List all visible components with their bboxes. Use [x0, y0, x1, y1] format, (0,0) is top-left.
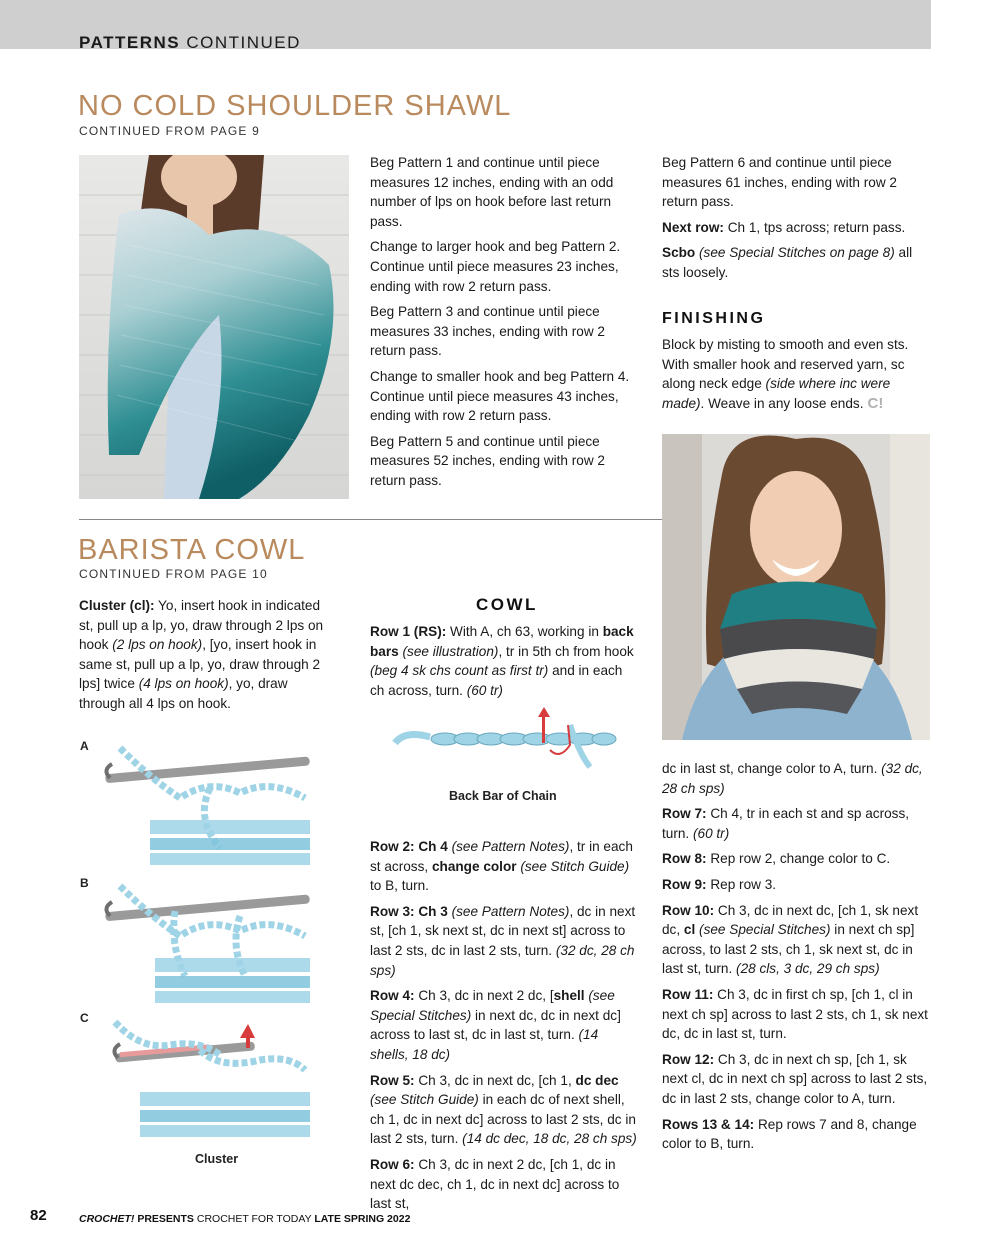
diagram-step-c	[114, 1022, 310, 1137]
row10: Row 10: Ch 3, dc in next dc, [ch 1, sk next dc, cl (see Special Stitches) in next ch sp] across, to last 2 sts, ch 1, sk next st, dc in last st, turn. (28 cls, 3 dc, 29 ch sps)	[662, 902, 919, 977]
diagram-label-a: A	[80, 739, 89, 753]
shawl-title: NO COLD SHOULDER SHAWL	[78, 90, 512, 122]
cluster-caption: Cluster	[195, 1152, 239, 1166]
page-number: 82	[30, 1207, 47, 1224]
row4: Row 4: Ch 3, dc in next 2 dc, [shell (see Special Stitches) in next dc, dc in next dc] across to last st, dc in last st, turn. (14 shells, 18 dc)	[370, 988, 621, 1062]
shawl-middle-column	[370, 153, 640, 497]
shawl-mid-p4: Change to smaller hook and beg Pattern 4. Continue until piece measures 43 inches, ending with row 2 return pass.	[370, 368, 630, 424]
row7: Row 7: Ch 4, tr in each st and sp across, turn. (60 tr)	[662, 806, 910, 841]
diagram-label-c: C	[80, 1011, 89, 1025]
row6-cont: dc in last st, change color to A, turn. (32 dc, 28 ch sps)	[662, 761, 923, 796]
cowl-title: BARISTA COWL	[78, 534, 306, 566]
row2: Row 2: Ch 4 (see Pattern Notes), tr in each st across, change color (see Stitch Guide) to B, turn.	[370, 839, 633, 894]
finishing-text: Block by misting to smooth and even sts. With smaller hook and reserved yarn, sc along neck edge (side where inc were made). Weave in any loose ends. C!	[662, 337, 909, 412]
shawl-mid-p5: Beg Pattern 5 and continue until piece measures 52 inches, ending with row 2 return pass.	[370, 433, 605, 488]
section-divider	[79, 519, 664, 520]
shawl-right-column	[662, 153, 932, 289]
row11: Row 11: Ch 3, dc in first ch sp, [ch 1, cl in next ch sp] across to last 2 sts, ch 1, sk next dc, dc in last st, turn.	[662, 986, 928, 1042]
end-mark: C!	[867, 394, 884, 412]
finishing-heading: FINISHING	[662, 310, 766, 327]
chain-caption: Back Bar of Chain	[449, 789, 557, 803]
row3: Row 3: Ch 3 (see Pattern Notes), dc in next st, [ch 1, sk next st, dc in next st] across to last 2 sts, dc in last 2 sts, turn. (32 dc, 28 ch sps)	[370, 903, 636, 978]
diagram-label-b: B	[80, 876, 89, 890]
shawl-mid-p2: Change to larger hook and beg Pattern 2. Continue until piece measures 23 inches, ending with row 2 return pass.	[370, 239, 621, 294]
section-label-bold: PATTERNS	[79, 33, 181, 52]
footer-credit: CROCHET! PRESENTS CROCHET FOR TODAY LATE SPRING 2022	[79, 1213, 411, 1225]
diagram-step-b	[105, 886, 310, 1003]
shawl-mid-p1: Beg Pattern 1 and continue until piece measures 12 inches, ending with an odd number of lps on hook before last return pass.	[370, 155, 614, 229]
cluster-diagram	[100, 738, 312, 1148]
shawl-right-p1: Beg Pattern 6 and continue until piece measures 61 inches, ending with row 2 return pass.	[662, 155, 897, 210]
cowl-right-rows	[662, 759, 934, 1160]
cowl-middle-rows	[370, 837, 638, 1220]
row6: Row 6: Ch 3, dc in next 2 dc, [ch 1, dc in next dc dec, ch 1, dc in next dc] across to last st,	[370, 1156, 620, 1212]
section-label	[79, 33, 301, 53]
row13-14: Rows 13 & 14: Rep rows 7 and 8, change color to B, turn.	[662, 1116, 917, 1152]
shawl-next-row: Next row: Ch 1, tps across; return pass.	[662, 219, 906, 235]
section-label-rest: CONTINUED	[186, 33, 301, 52]
row5: Row 5: Ch 3, dc in next dc, [ch 1, dc dec (see Stitch Guide) in each dc of next shell, ch 1, dc in next dc] across to last 2 sts, dc in last 2 sts, turn. (14 dc dec, 18 dc, 28 ch sps)	[370, 1072, 637, 1147]
cowl-row1: Row 1 (RS): With A, ch 63, working in back bars (see illustration), tr in 5th ch from hook (beg 4 sk chs count as first tr) and in each ch across, turn. (60 tr)	[370, 624, 634, 698]
cowl-heading: COWL	[476, 595, 538, 614]
row8: Row 8: Rep row 2, change color to C.	[662, 851, 891, 867]
cowl-continued: CONTINUED FROM PAGE 10	[79, 567, 268, 581]
shawl-continued: CONTINUED FROM PAGE 9	[79, 124, 260, 138]
row12: Row 12: Ch 3, dc in next ch sp, [ch 1, sk next cl, dc in next ch sp] across to last 2 sts, dc in last 2 sts, change color to A, turn.	[662, 1051, 928, 1106]
diagram-step-a	[105, 748, 310, 865]
back-bar-chain-illustration	[390, 705, 625, 775]
shawl-mid-p3: Beg Pattern 3 and continue until piece measures 33 inches, ending with row 2 return pass.	[370, 304, 605, 359]
cluster-definition: Cluster (cl): Yo, insert hook in indicated st, pull up a lp, yo, draw through 2 lps on hook (2 lps on hook), [yo, insert hook in same st, pull up a lp, yo, draw through 2 lps] twice (4 lps on hook), yo, draw through all 4 lps on hook.	[79, 598, 324, 711]
cowl-photo	[662, 434, 930, 740]
row9: Row 9: Rep row 3.	[662, 876, 777, 892]
shawl-photo	[79, 155, 349, 499]
shawl-scbo: Scbo (see Special Stitches on page 8) all sts loosely.	[662, 245, 913, 280]
